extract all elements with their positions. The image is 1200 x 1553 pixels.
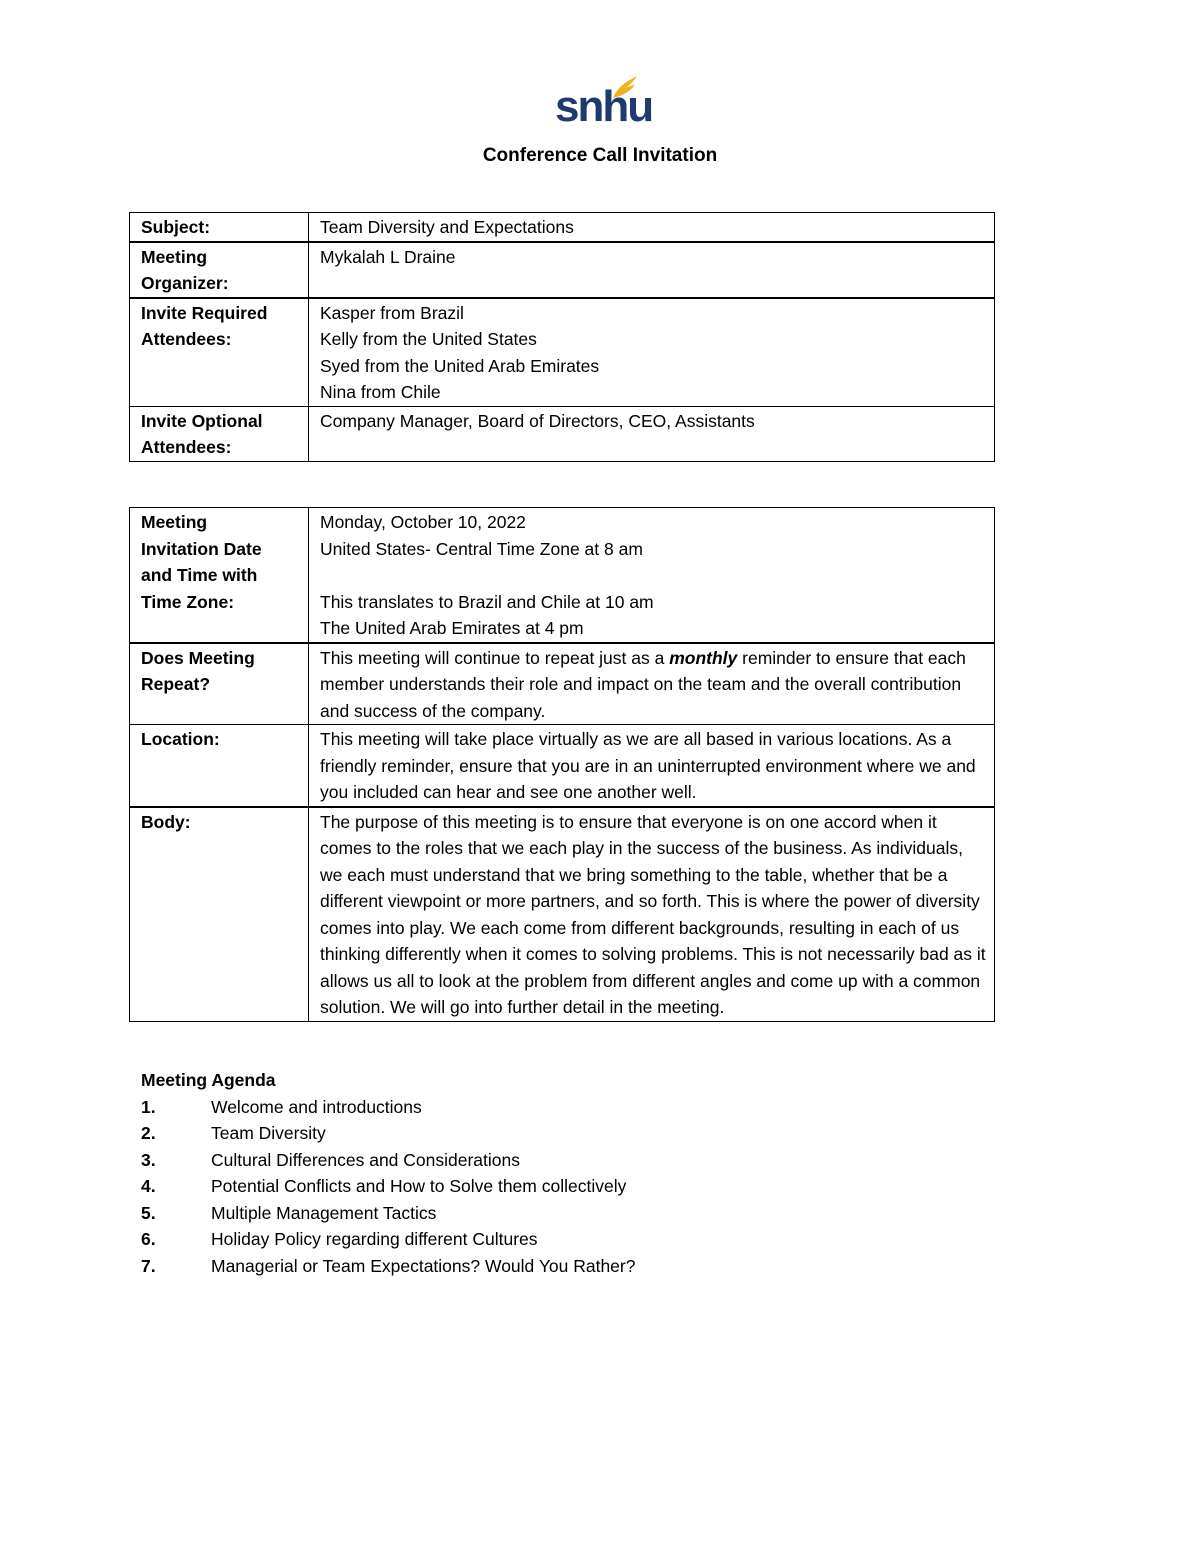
organizer-label: Meeting Organizer: [130,242,309,298]
optional-attendees-label: Invite Optional Attendees: [130,406,309,461]
table-row [130,508,995,643]
list-item: 5. Multiple Management Tactics [141,1202,437,1223]
table-row [130,406,995,461]
date-time-value: Monday, October 10, 2022 United States- Central Time Zone at 8 am This translates to Brazil and Chile at 10 am The United Arab Emirates at 4 pm [309,508,995,643]
table-row [130,213,995,242]
subject-value: Team Diversity and Expectations [309,213,995,242]
list-item: 2. Team Diversity [141,1123,326,1143]
required-attendees-value [309,298,995,407]
date-time-label: Meeting Invitation Date and Time with Time Zone: [130,508,309,643]
location-label: Location: [130,725,309,807]
table-row [130,643,995,725]
body-label: Body: [130,807,309,1022]
page-title: Conference Call Invitation [482,145,718,166]
list-item: 3. Cultural Differences and Considerations [141,1149,521,1170]
location-value: This meeting will take place virtually as we are all based in various locations. As a friendly reminder, ensure that you are in an uninterrupted environment where we and you included can hear and see one another well. [309,725,995,807]
repeat-label: Does Meeting Repeat? [130,643,309,725]
organizer-value: Mykalah L Draine [309,242,995,298]
list-item: 1. Welcome and introductions [141,1096,422,1117]
list-item: 4. Potential Conflicts and How to Solve them collectively [141,1176,627,1196]
repeat-value: This meeting will continue to repeat just as a monthly reminder to ensure that each member understands their role and impact on the team and the overall contribution and success of the company. [309,643,995,725]
subject-label: Subject: [130,213,309,242]
invitation-details-table [129,212,995,462]
body-value: The purpose of this meeting is to ensure that everyone is on one accord when it comes to the roles that we each play in the success of the business. As individuals, we each must understand that we bring something to the table, whether that be a different viewpoint or more partners, and so forth. This is where the power of diversity comes into play. We each come from different backgrounds, resulting in each of us thinking differently when it comes to solving problems. This is not necessarily bad as it allows us all to look at the problem from different angles and come up with a common solution. We will go into further detail in the meeting. [309,807,995,1022]
list-item: 6. Holiday Policy regarding different Cultures [141,1229,538,1249]
table-row [130,298,995,407]
list-item: Kasper from Brazil [320,302,464,323]
table-row [130,807,995,1022]
list-item: Nina from Chile [320,382,441,402]
snhu-logo [555,74,653,132]
list-item: 7. Managerial or Team Expectations? Would You Rather? [141,1255,636,1276]
optional-attendees-value: Company Manager, Board of Directors, CEO, Assistants [309,406,995,461]
list-item: Kelly from the United States [320,329,537,349]
meeting-details-table [129,507,995,1022]
table-row [130,242,995,298]
table-row [130,725,995,807]
agenda-title: Meeting Agenda [141,1070,276,1090]
required-attendees-label: Invite Required Attendees: [130,298,309,407]
list-item: Syed from the United Arab Emirates [320,355,600,376]
logo-wordmark: snhu [555,82,653,131]
meeting-agenda [141,1067,635,1279]
